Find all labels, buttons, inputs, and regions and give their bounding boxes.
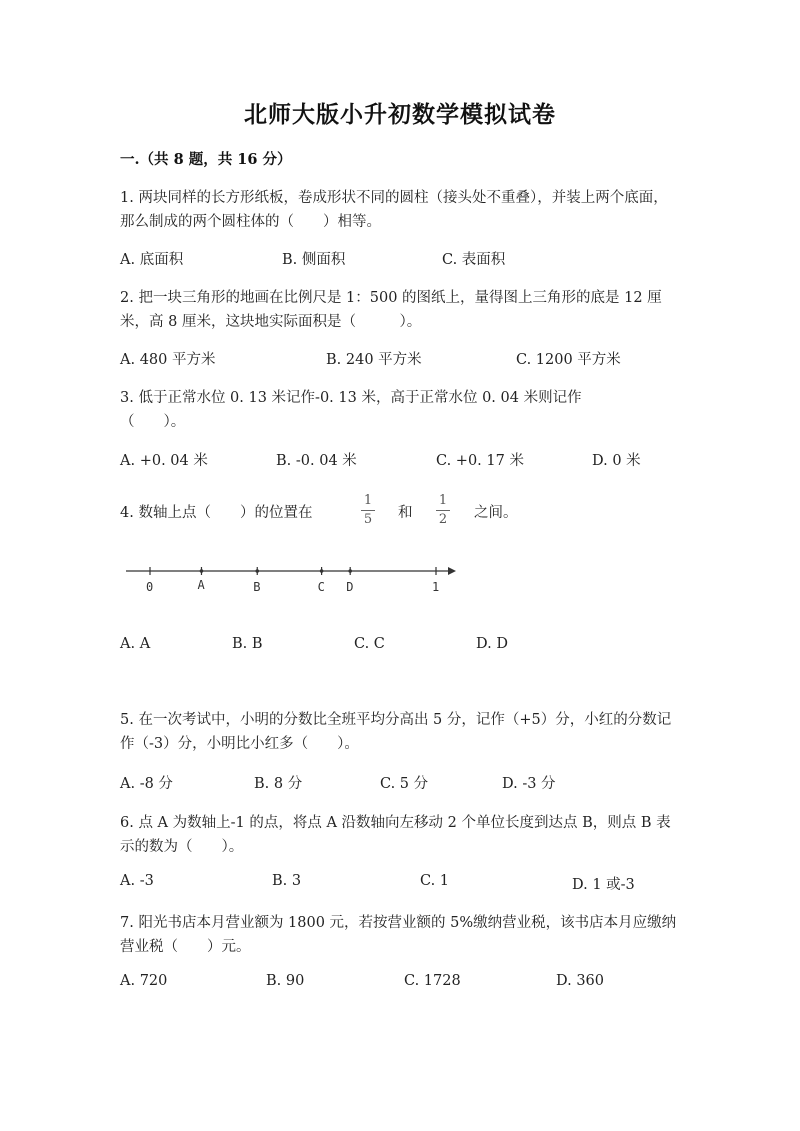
number-line-label-D: D [346, 580, 354, 594]
number-line-label-A: A [197, 578, 205, 592]
page-title: 北师大版小升初数学模拟试卷 [244, 101, 556, 128]
option-d[interactable]: D. 1 或-3 [572, 877, 635, 893]
question-7: 7. 阳光书店本月营业额为 1800 元，若按营业额的 5%缴纳营业税，该书店本月应缴纳营业税（ ）元。 [120, 915, 677, 955]
question-1-options [120, 248, 700, 272]
section-heading: 一.（共 8 题，共 16 分） [120, 151, 292, 168]
number-line-label-B: B [253, 580, 261, 594]
option-a[interactable]: A. -3 [120, 873, 154, 889]
option-a[interactable]: A. -8 分 [120, 776, 173, 792]
question-7-options [120, 973, 700, 997]
question-4-text-after: 之间。 [474, 505, 518, 521]
option-d[interactable]: D. D [476, 636, 508, 652]
fraction-numerator: 1 [363, 493, 373, 508]
option-a[interactable]: A. A [120, 636, 151, 652]
question-3-options [120, 449, 700, 473]
fraction-bar [361, 510, 375, 511]
option-c[interactable]: C. 1 [420, 873, 450, 889]
fraction-denominator: 2 [438, 512, 448, 527]
option-a[interactable]: A. +0. 04 米 [120, 453, 208, 469]
question-3: 3. 低于正常水位 0. 13 米记作-0. 13 米，高于正常水位 0. 04 米则记作（ ）。 [120, 390, 582, 430]
question-4-text-before: 4. 数轴上点（ ）的位置在 [120, 505, 313, 521]
option-b[interactable]: B. 90 [266, 973, 305, 989]
question-2-options [120, 348, 700, 372]
fraction-denominator: 5 [363, 512, 373, 527]
question-5: 5. 在一次考试中，小明的分数比全班平均分高出 5 分，记作（+5）分，小红的分数记作（-3）分，小明比小红多（ ）。 [120, 712, 672, 752]
fraction-numerator: 1 [438, 493, 448, 508]
option-b[interactable]: B. 240 平方米 [326, 352, 422, 368]
question-2: 2. 把一块三角形的地画在比例尺是 1：500 的图纸上，量得图上三角形的底是 12 厘米，高 8 厘米，这块地实际面积是（ ）。 [120, 290, 662, 330]
fraction-bar [436, 510, 450, 511]
number-line-label-C: C [317, 580, 325, 594]
option-a[interactable]: A. 480 平方米 [120, 352, 216, 368]
number-line-label-0: 0 [146, 580, 154, 594]
option-d[interactable]: D. 0 米 [592, 453, 641, 469]
option-c[interactable]: C. 1728 [404, 973, 461, 989]
option-c[interactable]: C. C [354, 636, 385, 652]
question-4-options [120, 636, 700, 660]
number-line-label-1: 1 [432, 580, 440, 594]
fraction-one-half [436, 493, 450, 528]
question-6-options [120, 873, 700, 897]
option-a[interactable]: A. 720 [120, 973, 168, 989]
option-c[interactable]: C. 表面积 [442, 252, 506, 268]
option-d[interactable]: D. -3 分 [502, 776, 556, 792]
option-a[interactable]: A. 底面积 [120, 252, 184, 268]
option-b[interactable]: B. 3 [272, 873, 302, 889]
question-6: 6. 点 A 为数轴上-1 的点，将点 A 沿数轴向左移动 2 个单位长度到达点 B，则点 B 表示的数为（ ）。 [120, 815, 671, 855]
option-d[interactable]: D. 360 [556, 973, 605, 989]
fraction-one-fifth [361, 493, 375, 528]
question-4-and: 和 [398, 505, 413, 521]
option-c[interactable]: C. 1200 平方米 [516, 352, 621, 368]
option-c[interactable]: C. +0. 17 米 [436, 453, 524, 469]
option-b[interactable]: B. 侧面积 [282, 252, 346, 268]
option-c[interactable]: C. 5 分 [380, 776, 429, 792]
option-b[interactable]: B. 8 分 [254, 776, 303, 792]
question-1: 1. 两块同样的长方形纸板，卷成形状不同的圆柱（接头处不重叠），并装上两个底面，那么制成的两个圆柱体的（ ）相等。 [120, 190, 668, 230]
option-b[interactable]: B. B [232, 636, 263, 652]
question-5-options [120, 772, 700, 796]
option-b[interactable]: B. -0. 04 米 [276, 453, 357, 469]
number-line-labels [120, 560, 460, 600]
